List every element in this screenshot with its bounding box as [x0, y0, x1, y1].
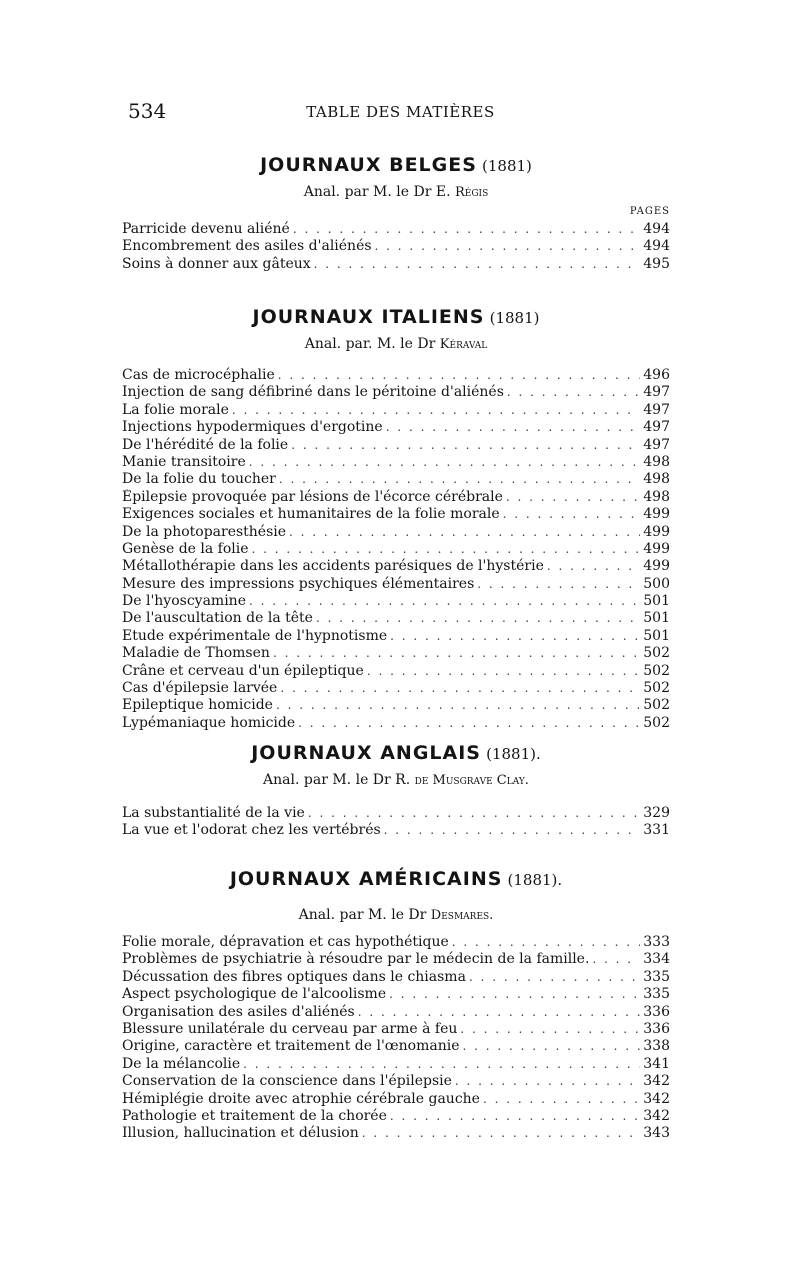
dot-leader — [452, 934, 640, 951]
entry-list — [122, 221, 670, 273]
entry-title: La substantialité de la vie — [122, 805, 305, 821]
page-number: 534 — [128, 99, 167, 123]
entry-title: Problèmes de psychiatrie à résoudre par le médecin de la famille. — [122, 951, 590, 968]
entry-page: 342 — [643, 1107, 670, 1124]
dot-leader — [462, 1038, 640, 1055]
toc-entry — [122, 951, 670, 968]
entry-page: 499 — [643, 558, 670, 575]
dot-leader — [243, 1056, 640, 1073]
toc-entry — [122, 367, 670, 384]
toc-entry — [122, 419, 670, 436]
entry-page: 499 — [643, 523, 670, 540]
section-year: (1881). — [486, 745, 541, 763]
section-title — [122, 738, 670, 768]
entry-title: Genèse de la folie — [122, 540, 249, 557]
section-italiens — [122, 302, 670, 732]
dot-leader — [298, 715, 640, 732]
section-name: JOURNAUX ANGLAIS — [251, 742, 481, 764]
entry-page: 336 — [643, 1003, 670, 1020]
dot-leader — [483, 1091, 640, 1108]
section-byline — [122, 332, 670, 356]
entry-page: 338 — [643, 1038, 670, 1055]
entry-page: 497 — [643, 384, 670, 401]
entry-page: 501 — [643, 627, 670, 644]
section-byline — [122, 768, 670, 792]
byline-author: Régis — [454, 185, 489, 200]
dot-leader — [506, 489, 640, 506]
entry-title: Exigences sociales et humanitaires de la folie morale — [122, 506, 500, 523]
toc-entry — [122, 805, 670, 822]
toc-entry — [122, 680, 670, 697]
entry-title: Maladie de Thomsen — [122, 645, 270, 662]
dot-leader — [507, 384, 640, 401]
dot-leader — [547, 558, 640, 575]
section-byline — [122, 180, 670, 204]
toc-entry — [122, 506, 670, 523]
toc-entry — [122, 1021, 670, 1038]
toc-entry — [122, 471, 670, 488]
toc-entry — [122, 934, 670, 951]
dot-leader — [314, 256, 641, 273]
toc-entry — [122, 697, 670, 714]
dot-leader — [293, 221, 640, 238]
entry-title: Décussation des fibres optiques dans le chiasma — [122, 968, 466, 985]
entry-page: 342 — [643, 1090, 670, 1107]
toc-entry — [122, 541, 670, 558]
entry-page: 502 — [643, 714, 670, 731]
entry-page: 333 — [643, 934, 670, 950]
entry-title: De la photoparesthésie — [122, 523, 287, 540]
dot-leader — [273, 645, 640, 662]
dot-leader — [291, 437, 640, 454]
dot-leader — [477, 576, 640, 593]
entry-list — [122, 805, 670, 840]
toc-entry — [122, 402, 670, 419]
section-year: (1881). — [507, 871, 563, 889]
toc-entry — [122, 822, 670, 839]
page-header — [128, 97, 673, 127]
dot-leader — [389, 986, 640, 1003]
dot-leader — [386, 419, 641, 436]
dot-leader — [390, 1108, 640, 1125]
byline-prefix: Anal. par M. le Dr E. — [303, 184, 451, 200]
toc-entry — [122, 1056, 670, 1073]
entry-title: De l'hyoscyamine — [122, 593, 246, 610]
entry-page: 497 — [643, 419, 670, 436]
entry-title: Cas d'épilepsie larvée — [122, 680, 278, 697]
toc-entry — [122, 715, 670, 732]
entry-title: Crâne et cerveau d'un épileptique — [122, 662, 364, 679]
toc-entry — [122, 558, 670, 575]
entry-page: 500 — [643, 575, 670, 592]
toc-entry — [122, 524, 670, 541]
dot-leader — [469, 969, 640, 986]
section-year: (1881) — [489, 309, 540, 327]
toc-entry — [122, 238, 670, 255]
dot-leader — [316, 610, 640, 627]
toc-entry — [122, 645, 670, 662]
dot-leader — [503, 506, 641, 523]
toc-entry — [122, 663, 670, 680]
entry-title: Métallothérapie dans les accidents parésiques de l'hystérie — [122, 558, 544, 575]
toc-entry — [122, 1038, 670, 1055]
entry-title: Illusion, hallucination et délusion — [122, 1125, 359, 1142]
entry-page: 334 — [643, 951, 670, 968]
entry-page: 495 — [643, 255, 670, 272]
entry-title: Origine, caractère et traitement de l'œnomanie — [122, 1038, 460, 1055]
section-name: JOURNAUX BELGES — [260, 154, 477, 176]
entry-title: La vue et l'odorat chez les vertébrés — [122, 822, 381, 839]
entry-page: 331 — [643, 822, 670, 839]
entry-title: Mesure des impressions psychiques élémentaires — [122, 575, 475, 592]
dot-leader — [375, 238, 641, 255]
entry-list — [122, 367, 670, 732]
toc-entry — [122, 593, 670, 610]
dot-leader — [278, 367, 640, 384]
entry-page: 502 — [643, 697, 670, 714]
dot-leader — [276, 697, 640, 714]
entry-title: Folie morale, dépravation et cas hypothétique — [122, 934, 449, 950]
toc-entry — [122, 1108, 670, 1125]
dot-leader — [390, 628, 640, 645]
section-americains — [122, 864, 670, 1143]
entry-page: 494 — [643, 221, 670, 237]
entry-page: 343 — [643, 1125, 670, 1142]
entry-title: Blessure unilatérale du cerveau par arme à feu — [122, 1020, 458, 1037]
entry-page: 335 — [643, 968, 670, 985]
dot-leader — [358, 1004, 641, 1021]
byline-author: Desmares. — [430, 908, 494, 923]
section-name: JOURNAUX AMÉRICAINS — [229, 868, 503, 890]
dot-leader — [455, 1073, 640, 1090]
entry-page: 329 — [643, 805, 670, 821]
section-year: (1881) — [482, 157, 532, 175]
toc-entry — [122, 969, 670, 986]
toc-entry — [122, 610, 670, 627]
entry-title: De la folie du toucher — [122, 471, 276, 488]
entry-title: Soins à donner aux gâteux — [122, 255, 311, 272]
entry-title: Injections hypodermiques d'ergotine — [122, 419, 383, 436]
entry-page: 502 — [643, 662, 670, 679]
entry-page: 336 — [643, 1020, 670, 1037]
entry-page: 497 — [643, 401, 670, 418]
dot-leader — [289, 524, 640, 541]
entry-page: 498 — [643, 453, 670, 470]
entry-title: Encombrement des asiles d'aliénés — [122, 238, 372, 255]
toc-entry — [122, 437, 670, 454]
entry-page: 498 — [643, 471, 670, 488]
entry-title: La folie morale — [122, 401, 229, 418]
toc-entry — [122, 454, 670, 471]
entry-page: 341 — [643, 1055, 670, 1072]
toc-entry — [122, 1125, 670, 1142]
entry-page: 335 — [643, 986, 670, 1003]
toc-entry — [122, 384, 670, 401]
byline-prefix: Anal. par. M. le Dr — [304, 336, 436, 352]
entry-title: Injection de sang défibriné dans le péritoine d'aliénés — [122, 384, 504, 401]
entry-title: Épilepsie provoquée par lésions de l'écorce cérébrale — [122, 488, 503, 505]
section-anglais — [122, 738, 670, 840]
byline-prefix: Anal. par M. le Dr R. — [263, 772, 411, 788]
byline-author: Kéraval — [439, 337, 488, 352]
section-belges — [122, 150, 670, 273]
entry-title: Etude expérimentale de l'hypnotisme — [122, 627, 388, 644]
dot-leader — [280, 680, 640, 697]
entry-page: 499 — [643, 506, 670, 523]
entry-page: 499 — [643, 540, 670, 557]
entry-title: Cas de microcéphalie — [122, 367, 275, 383]
dot-leader — [384, 822, 641, 839]
dot-leader — [367, 663, 640, 680]
entry-title: Parricide devenu aliéné — [122, 221, 290, 237]
entry-page: 496 — [643, 367, 670, 383]
entry-title: Hémiplégie droite avec atrophie cérébrale gauche — [122, 1090, 480, 1107]
entry-title: De l'hérédité de la folie — [122, 436, 289, 453]
toc-entry — [122, 489, 670, 506]
dot-leader — [362, 1125, 641, 1142]
entry-page: 498 — [643, 488, 670, 505]
dot-leader — [308, 805, 640, 822]
section-byline — [122, 903, 670, 927]
pages-column-label: PAGES — [629, 206, 670, 217]
dot-leader — [460, 1021, 640, 1038]
section-title — [122, 150, 670, 180]
toc-entry — [122, 221, 670, 238]
entry-page: 494 — [643, 238, 670, 255]
section-name: JOURNAUX ITALIENS — [252, 306, 485, 328]
running-title: TABLE DES MATIÈRES — [306, 103, 495, 121]
toc-entry — [122, 628, 670, 645]
entry-title: Organisation des asiles d'aliénés — [122, 1003, 355, 1020]
dot-leader — [249, 593, 640, 610]
byline-prefix: Anal. par M. le Dr — [298, 907, 427, 923]
dot-leader — [592, 951, 640, 968]
entry-title: De l'auscultation de la tête — [122, 610, 313, 627]
toc-entry — [122, 256, 670, 273]
toc-entry — [122, 576, 670, 593]
toc-entry — [122, 1004, 670, 1021]
entry-page: 502 — [643, 645, 670, 662]
dot-leader — [249, 454, 641, 471]
dot-leader — [279, 471, 640, 488]
entry-page: 501 — [643, 610, 670, 627]
byline-author: de Musgrave Clay. — [414, 773, 529, 788]
entry-page: 502 — [643, 680, 670, 697]
entry-page: 497 — [643, 436, 670, 453]
entry-page: 342 — [643, 1073, 670, 1090]
entry-title: Pathologie et traitement de la chorée — [122, 1107, 387, 1124]
entry-title: Aspect psychologique de l'alcoolisme — [122, 986, 387, 1003]
entry-list — [122, 934, 670, 1143]
entry-title: De la mélancolie — [122, 1055, 241, 1072]
entry-page: 501 — [643, 593, 670, 610]
toc-entry — [122, 1091, 670, 1108]
entry-title: Epileptique homicide — [122, 697, 273, 714]
entry-title: Conservation de la conscience dans l'épilepsie — [122, 1073, 452, 1090]
section-title — [122, 302, 670, 332]
dot-leader — [232, 402, 640, 419]
section-title — [122, 864, 670, 894]
entry-title: Lypémaniaque homicide — [122, 714, 296, 731]
dot-leader — [252, 541, 641, 558]
toc-entry — [122, 986, 670, 1003]
toc-entry — [122, 1073, 670, 1090]
entry-title: Manie transitoire — [122, 453, 246, 470]
